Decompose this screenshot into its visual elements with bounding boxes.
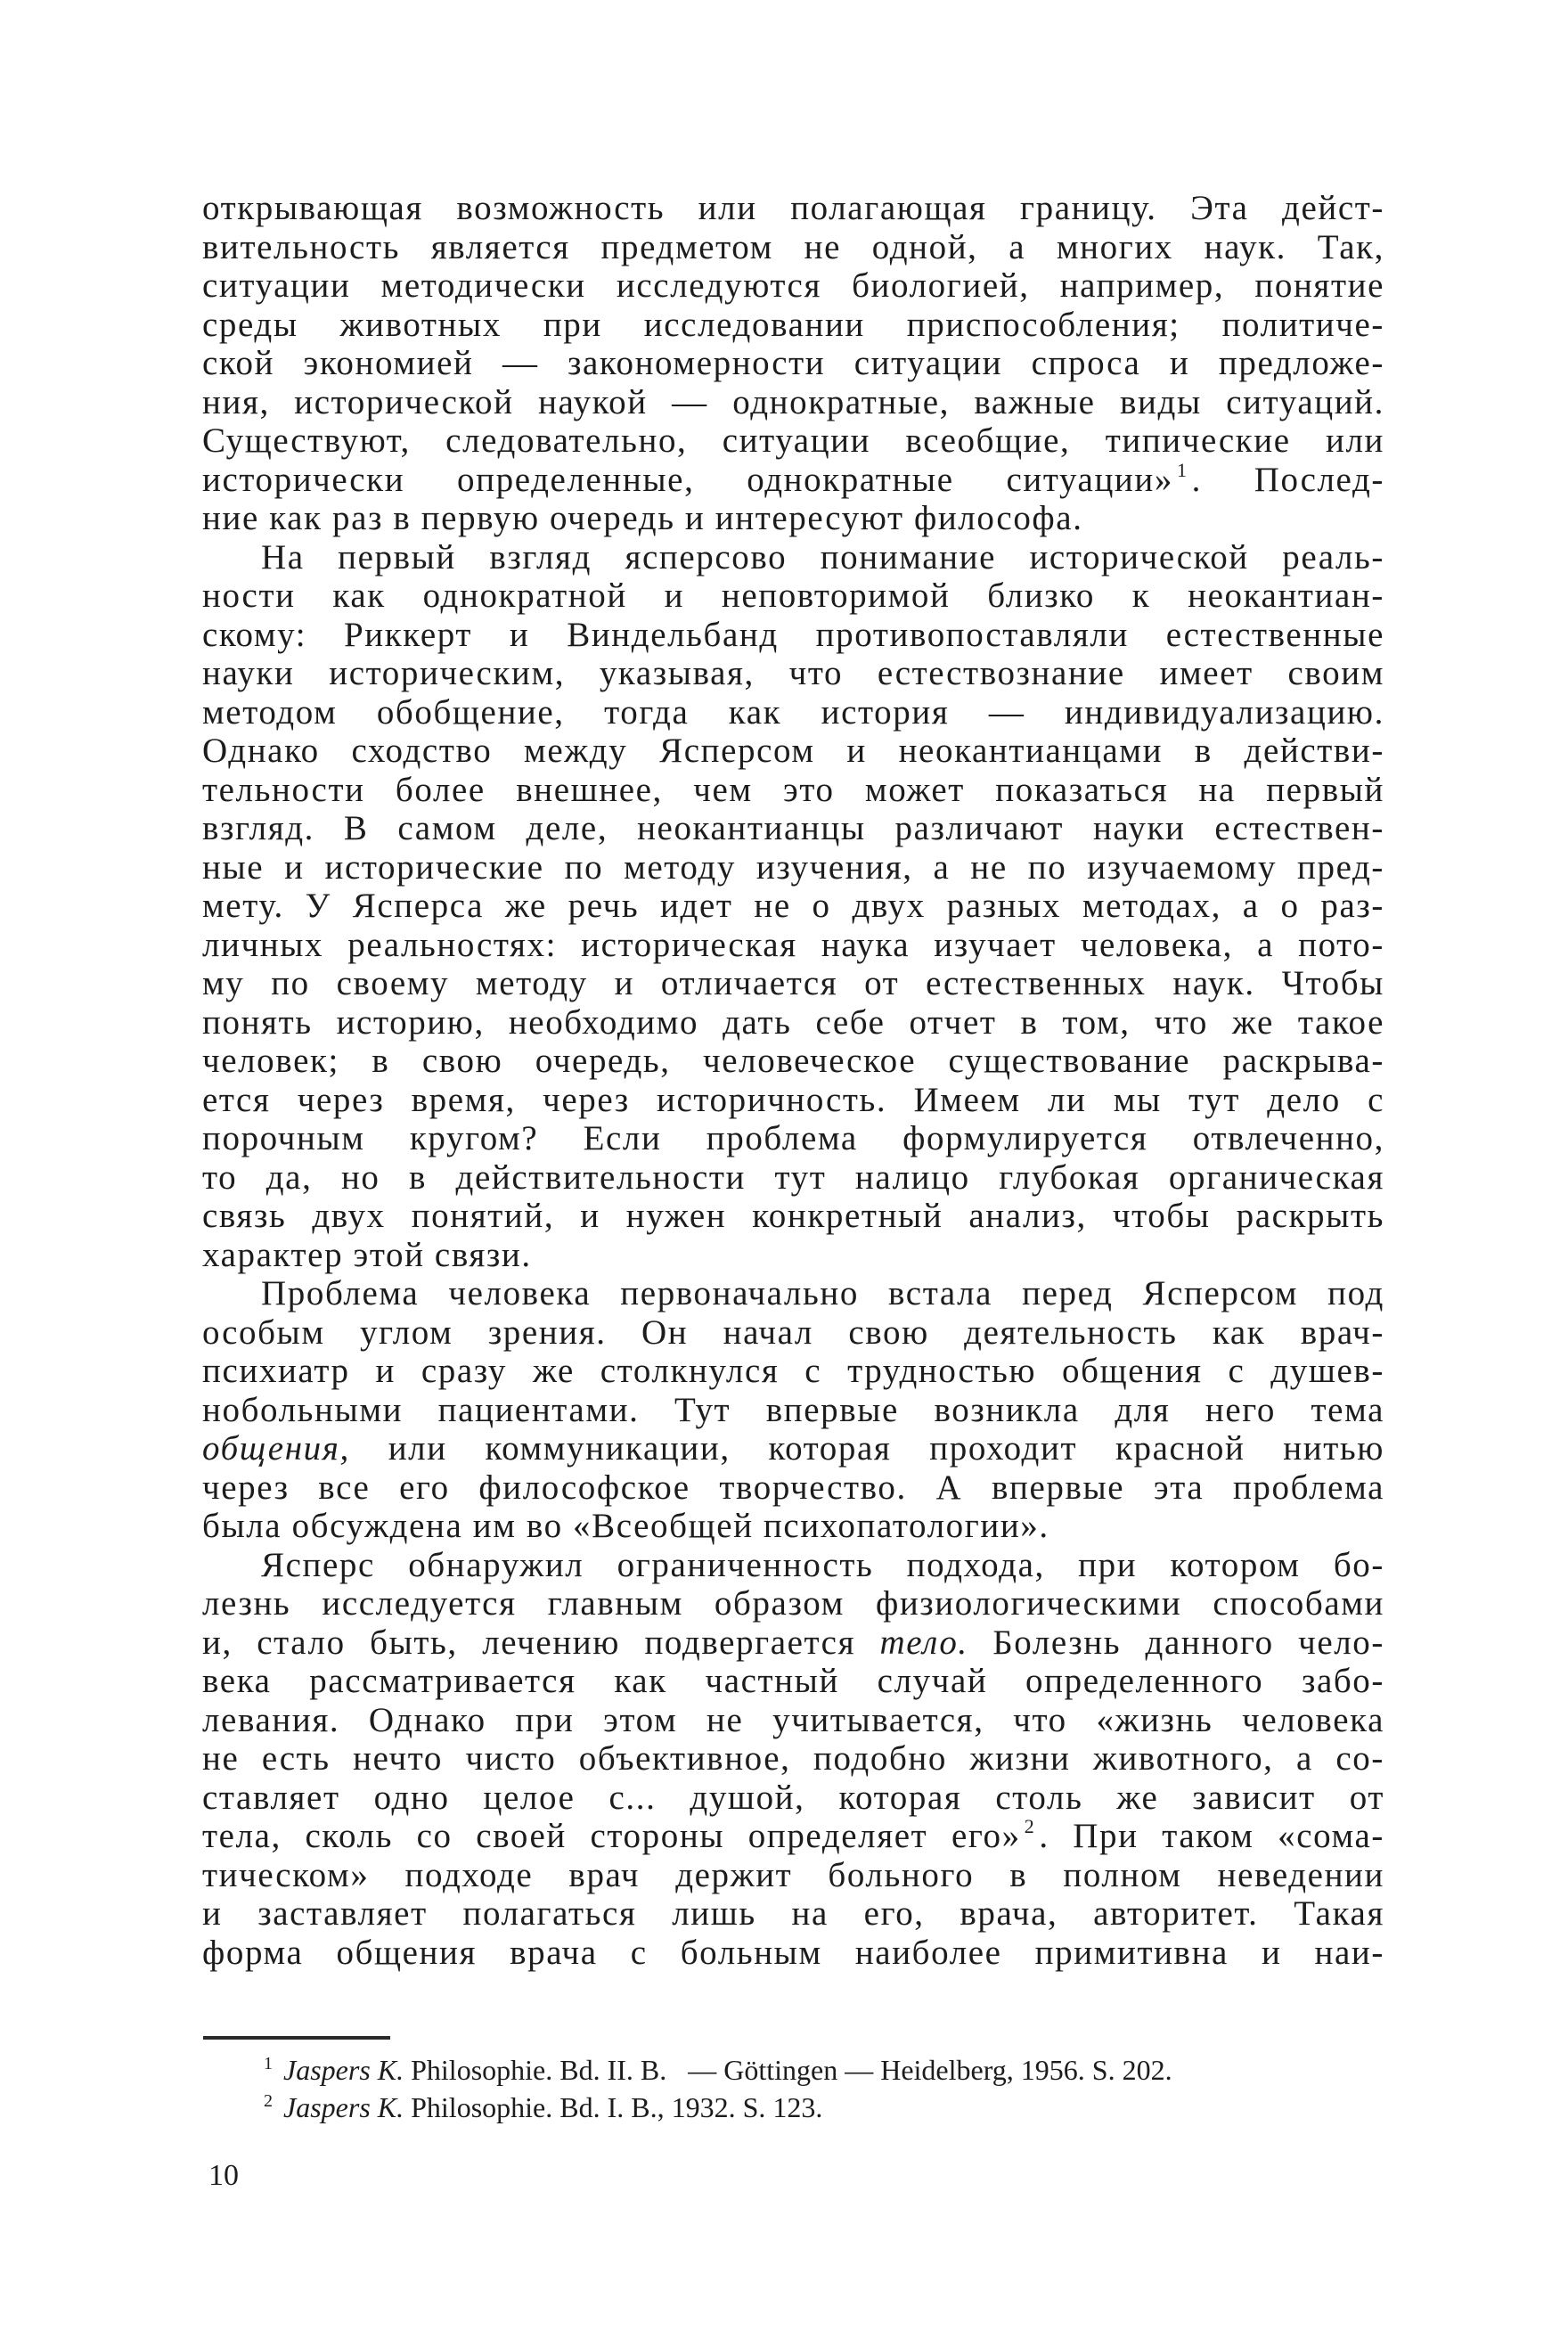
text-line: тическом» подходе врач держит больного в полном неведении [202, 1856, 1384, 1894]
text-line: скому: Риккерт и Виндельбанд противопоставляли естественные [202, 616, 1384, 654]
text-line: личных реальностях: историческая наука изучает человека, а пото- [202, 926, 1384, 964]
text-line: ности как однократной и неповторимой близко к неокантиан- [202, 577, 1384, 615]
text-line: через все его философское творчество. А впервые эта проблема [202, 1468, 1384, 1507]
text-line: ется через время, через историчность. Имеем ли мы тут дело с [202, 1081, 1384, 1119]
emphasized-word: общения, [202, 1429, 350, 1468]
text-line: ние как раз в первую очередь и интересуют философа. [202, 499, 1083, 537]
text-line: человек; в свою очередь, человеческое существование раскрыва- [202, 1042, 1384, 1080]
footnote-marker: 1 [264, 2054, 273, 2073]
text-line: порочным кругом? Если проблема формулируется отвлеченно, [202, 1119, 1384, 1157]
footnote-reference: 2 [1024, 1815, 1036, 1837]
text-fragment: или коммуникации, которая проходит красной нитью [349, 1429, 1384, 1468]
text-fragment: тела, сколь со своей стороны определяет его» [202, 1817, 1021, 1855]
text-line: ные и исторические по методу изучения, а не по изучаемому пред- [202, 848, 1384, 887]
text-line: му по своему методу и отличается от естественных наук. Чтобы [202, 964, 1384, 1002]
footnote-2 [264, 2088, 1386, 2127]
text-line: открывающая возможность или полагающая границу. Эта дейст- [202, 189, 1384, 227]
footnote-marker: 2 [264, 2091, 273, 2111]
page-number: 10 [208, 2159, 239, 2192]
text-fragment: и, стало быть, лечению подвергается [202, 1623, 880, 1662]
text-line: Однако сходство между Ясперсом и неокантианцами в действи- [202, 732, 1384, 770]
footnote-author: Jaspers K. [283, 2091, 404, 2123]
footnote-text: Philosophie. Bd. I. B., 1932. S. 123. [404, 2091, 823, 2123]
text-line: века рассматривается как частный случай определенного забо- [202, 1662, 1384, 1700]
text-line: тельности более внешнее, чем это может показаться на первый [202, 771, 1384, 809]
text-line: левания. Однако при этом не учитывается, что «жизнь человека [202, 1701, 1384, 1739]
text-line: психиатр и сразу же столкнулся с трудностью общения с душев- [202, 1352, 1384, 1390]
text-line: и заставляет полагаться лишь на его, врача, авторитет. Такая [202, 1894, 1384, 1933]
text-line: Ясперс обнаружил ограниченность подхода, при котором бо- [261, 1546, 1384, 1584]
text-line: была обсуждена им во «Всеобщей психопатологии». [202, 1507, 1049, 1545]
text-line: лезнь исследуется главным образом физиологическими способами [202, 1584, 1384, 1623]
text-fragment: . Послед- [1191, 461, 1384, 499]
text-line: характер этой связи. [202, 1236, 532, 1274]
text-fragment: Болезнь данного чело- [968, 1623, 1384, 1662]
text-line: На первый взгляд ясперсово понимание исторической реаль- [261, 538, 1384, 577]
text-fragment: исторически определенные, однократные ситуации» [202, 461, 1173, 499]
text-line: науки историческим, указывая, что естествознание имеет своим [202, 654, 1384, 692]
text-line: ставляет одно целое с... душой, которая столь же зависит от [202, 1779, 1384, 1817]
text-line: ской экономией — закономерности ситуации спроса и предложе- [202, 344, 1384, 382]
footnote-divider [203, 2036, 390, 2040]
text-line: взгляд. В самом деле, неокантианцы различают науки естествен- [202, 809, 1384, 847]
text-line: особым углом зрения. Он начал свою деятельность как врач- [202, 1313, 1384, 1352]
footnote-reference: 1 [1176, 459, 1188, 481]
text-line: методом обобщение, тогда как история — индивидуализацию. [202, 693, 1384, 732]
text-line: понять историю, необходимо дать себе отчет в том, что же такое [202, 1003, 1384, 1042]
text-line: то да, но в действительности тут налицо глубокая органическая [202, 1158, 1384, 1197]
text-line: не есть нечто чисто объективное, подобно жизни животного, а со- [202, 1739, 1384, 1778]
text-line: Существуют, следовательно, ситуации всеобщие, типические или [202, 421, 1384, 460]
text-line: мету. У Ясперса же речь идет не о двух разных методах, а о раз- [202, 887, 1384, 925]
text-line: вительность является предметом не одной, а многих наук. Так, [202, 228, 1384, 266]
text-line: форма общения врача с больным наиболее примитивна и наи- [202, 1934, 1384, 1972]
emphasized-word: тело. [879, 1623, 968, 1662]
text-line: Проблема человека первоначально встала перед Ясперсом под [261, 1274, 1384, 1313]
text-line: ситуации методически исследуются биологией, например, понятие [202, 266, 1384, 305]
text-line: связь двух понятий, и нужен конкретный анализ, чтобы раскрыть [202, 1197, 1384, 1235]
text-line: нобольными пациентами. Тут впервые возникла для него тема [202, 1391, 1384, 1429]
text-fragment: . При таком «сома- [1039, 1817, 1384, 1855]
text-line: среды животных при исследовании приспособления; политиче- [202, 306, 1384, 344]
text-line: ния, исторической наукой — однократные, важные виды ситуаций. [202, 383, 1384, 421]
footnote-1 [264, 2050, 1386, 2089]
footnote-text: Philosophie. Bd. II. B. — Göttingen — Heidelberg, 1956. S. 202. [404, 2054, 1172, 2086]
footnote-author: Jaspers K. [283, 2054, 404, 2086]
